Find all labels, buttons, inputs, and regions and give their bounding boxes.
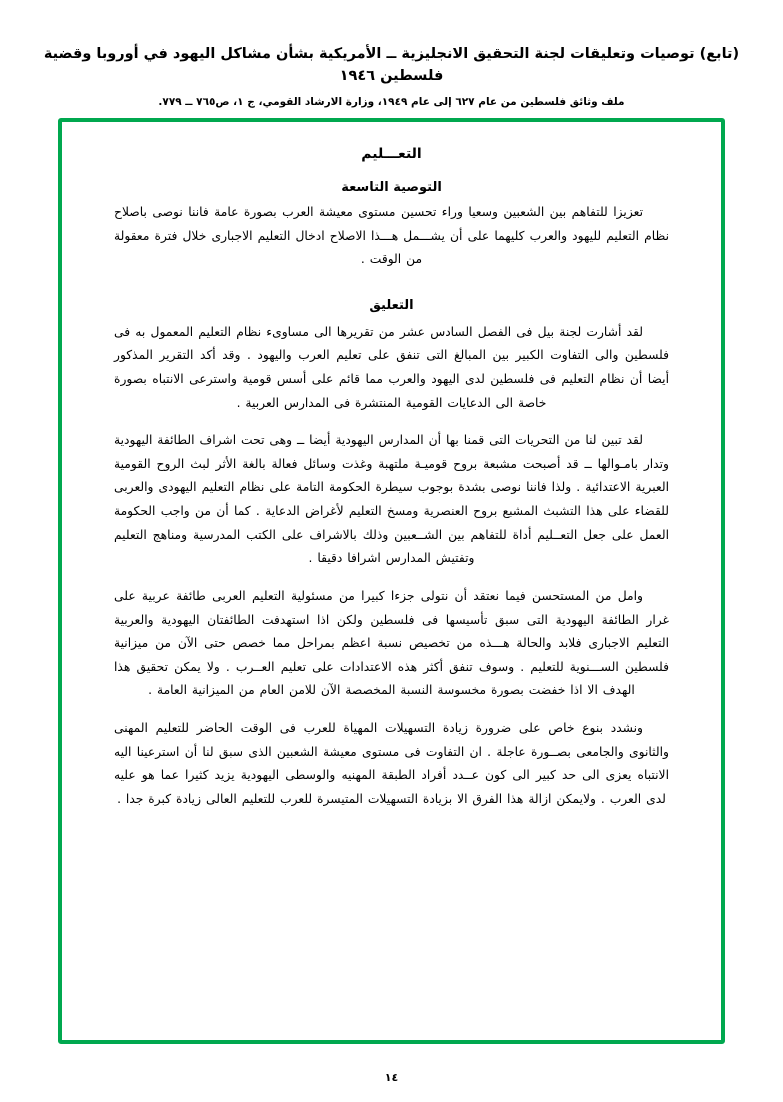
paragraph-4: ونشدد بنوع خاص على ضرورة زيادة التسهيلات المهياة للعرب فى الوقت الحاضر للتعليم المهنى والثانوى والجامعى بصــورة عاجلة . ان التفاوت فى مستوى معيشة الشعبين الذى سبق لنا أن استرعينا اليه الانتباه يعزى الى حد كبير الى كون عــدد أفراد الطبقة المهنيه والوسطى اليهودية يزيد كثيرا عما هو عليه لدى العرب . ولايمكن ازالة هذا الفرق الا بزيادة التسهيلات المتيسرة للعرب للتعليم العالى زيادة كبرة جدا . xyxy=(114,720,669,806)
section-title: التعـــليم xyxy=(361,146,422,162)
comment-heading: التعليق xyxy=(369,297,414,313)
paragraph-3: وامل من المستحسن فيما نعتقد أن نتولى جزءا كبيرا من مسئولية التعليم العربى طائفة عربية على غرار الطائفة اليهودية التى سبق تأسيسها فى فلسطين ولكن اذا استهدفت الطائفتان اليهودية والعربية التعليم الاجبارى فلابد والحالة هـــذه من تخصيص نسبة اعظم بمراحل مما خصص حتى الآن من ميزانية فلسطين الســـنوية للتعليم . وسوف تنفق أكثر هذه الاعتدادات على تعليم العــرب . ولا يمكن تحقيق هذا الهدف الا اذا خفضت بصورة مخسوسة النسبة المخصصة الآن للامن العام من الميزانية العامة . xyxy=(114,588,669,698)
page-number: ١٤ xyxy=(384,1071,399,1084)
page-header xyxy=(0,0,783,108)
recommendation-text: تعزيزا للتفاهم بين الشعبين وسعيا وراء تحسين مستوى معيشة العرب بصورة عامة فاننا نوصى باصلاح نظام التعليم لليهود والعرب كليهما على أن يشـــمل هـــذا الاصلاح ادخال التعليم الاجبارى خلال فترة معقولة من الوقت . xyxy=(114,205,669,267)
page-title: (تابع) توصيات وتعليقات لجنة التحقيق الانجليزية ــ الأمريكية بشأن مشاكل اليهود في أوروبا وقضية فلسطين ١٩٤٦ xyxy=(43,46,740,84)
content-frame xyxy=(58,118,725,1044)
paragraph-1: لقد أشارت لجنة بيل فى الفصل السادس عشر من تقريرها الى مساوىء نظام التعليم المعمول به فى فلسطين والى التفاوت الكبير بين المبالغ التى تنفق على تعليم العرب واليهود . وقد أكد التقرير المذكور أيضا أن نظام التعليم فى فلسطين لدى اليهود والعرب مما قائم على أسس قومية واسترعى الانتباه بصورة خاصة الى الدعايات القومية المنتشرة فى المدارس العربية . xyxy=(114,324,669,410)
recommendation-heading: التوصية التاسعة xyxy=(341,180,442,195)
source-note: ملف وثائق فلسطين من عام ٦٢٧ إلى عام ١٩٤٩، وزارة الارشاد القومي، ج ١، ص٧٦٥ ــ ٧٧٩. xyxy=(158,95,625,108)
content-body xyxy=(62,122,721,1040)
paragraph-2: لقد تبين لنا من التحريات التى قمنا بها أن المدارس اليهودية أيضا ــ وهى تحت اشراف الطائفة اليهودية وتدار بامـوالها ــ قد أصبحت مشبعة بروح قوميـة ملتهبة وغذت وسائل فعالة بالغة الأثر لبث الروح القومية العبرية الاعتدائية . ولذا فاننا نوصى بشدة بوجوب سيطرة الحكومة التامة على نظام التعليم اليهودى والعربى للقضاء على هذا التشبث المشبع بروح العنصرية ومسخ التعليم لأغراض الدعاية . كما أن من واجب الحكومة العمل على جعل التعــليم أداة للتفاهم بين الشــعبين وذلك بالاشراف على الكتب المدرسية ومناهج التعليم وتفتيش المدارس اشرافا دقيقا . xyxy=(114,433,669,566)
